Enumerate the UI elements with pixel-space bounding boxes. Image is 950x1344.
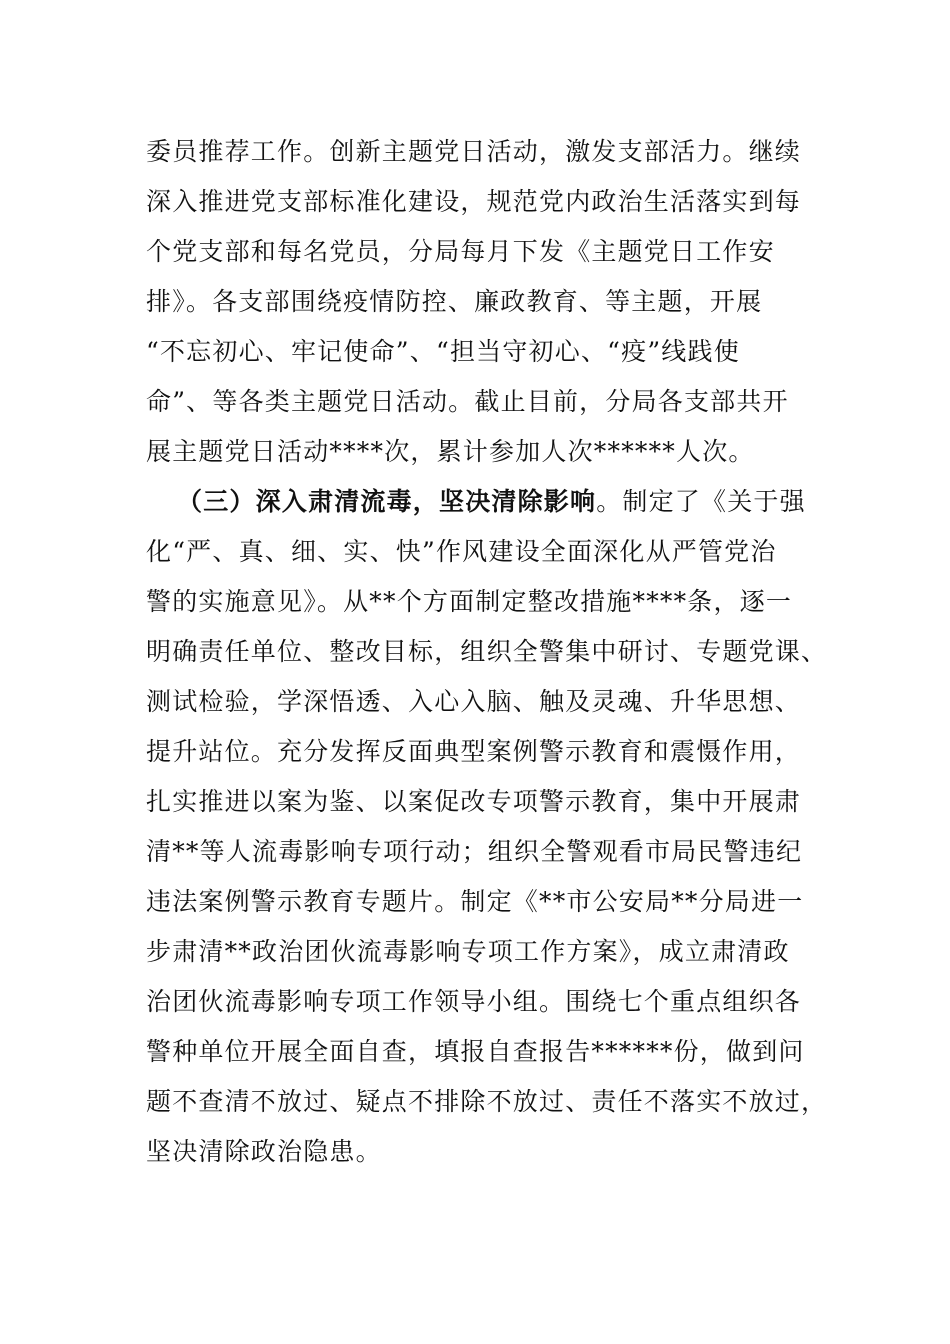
paragraph-line: 扎实推进以案为鉴、以案促改专项警示教育，集中开展肃 [146,787,802,816]
paragraph-line: 警种单位开展全面自查，填报自查报告******份，做到问 [146,1037,805,1066]
paragraph-line: 题不查清不放过、疑点不排除不放过、责任不落实不放过， [146,1087,828,1116]
paragraph-line: 坚决清除政治隐患。 [146,1137,382,1166]
paragraph-line: 治团伙流毒影响专项工作领导小组。围绕七个重点组织各 [146,987,802,1016]
section-heading: （三）深入肃清流毒，坚决清除影响 [177,487,597,516]
paragraph-line: 违法案例警示教育专题片。制定《**市公安局**分局进一 [146,887,804,916]
paragraph-line: 个党支部和每名党员，分局每月下发《主题党日工作安 [146,237,775,266]
paragraph-line: 清**等人流毒影响专项行动；组织全警观看市局民警违纪 [146,837,803,866]
paragraph-line: 命”、等各类主题党日活动。截止目前，分局各支部共开 [146,387,789,416]
paragraph-line: 化“严、真、细、实、快”作风建设全面深化从严管党治 [146,537,777,566]
paragraph-line: 步肃清**政治团伙流毒影响专项工作方案》，成立肃清政 [146,937,790,966]
paragraph-line: 测试检验，学深悟透、入心入脑、触及灵魂、升华思想、 [146,687,802,716]
paragraph-line: 深入推进党支部标准化建设，规范党内政治生活落实到每 [146,187,802,216]
section-heading-line [177,477,847,527]
paragraph-line: “不忘初心、牢记使命”、“担当守初心、“疫”线践使 [146,337,740,366]
paragraph-line: 明确责任单位、整改目标，组织全警集中研讨、专题党课、 [146,637,828,666]
paragraph-line: 警的实施意见》。从**个方面制定整改措施****条，逐一 [146,587,793,616]
paragraph-line: 委员推荐工作。创新主题党日活动，激发支部活力。继续 [146,137,802,166]
section-heading-rest: 。制定了《关于强 [596,487,806,516]
paragraph-line: 提升站位。充分发挥反面典型案例警示教育和震慑作用， [146,737,802,766]
paragraph-line: 排》。各支部围绕疫情防控、廉政教育、等主题，开展 [146,287,763,316]
paragraph-line: 展主题党日活动****次，累计参加人次******人次。 [146,437,755,466]
